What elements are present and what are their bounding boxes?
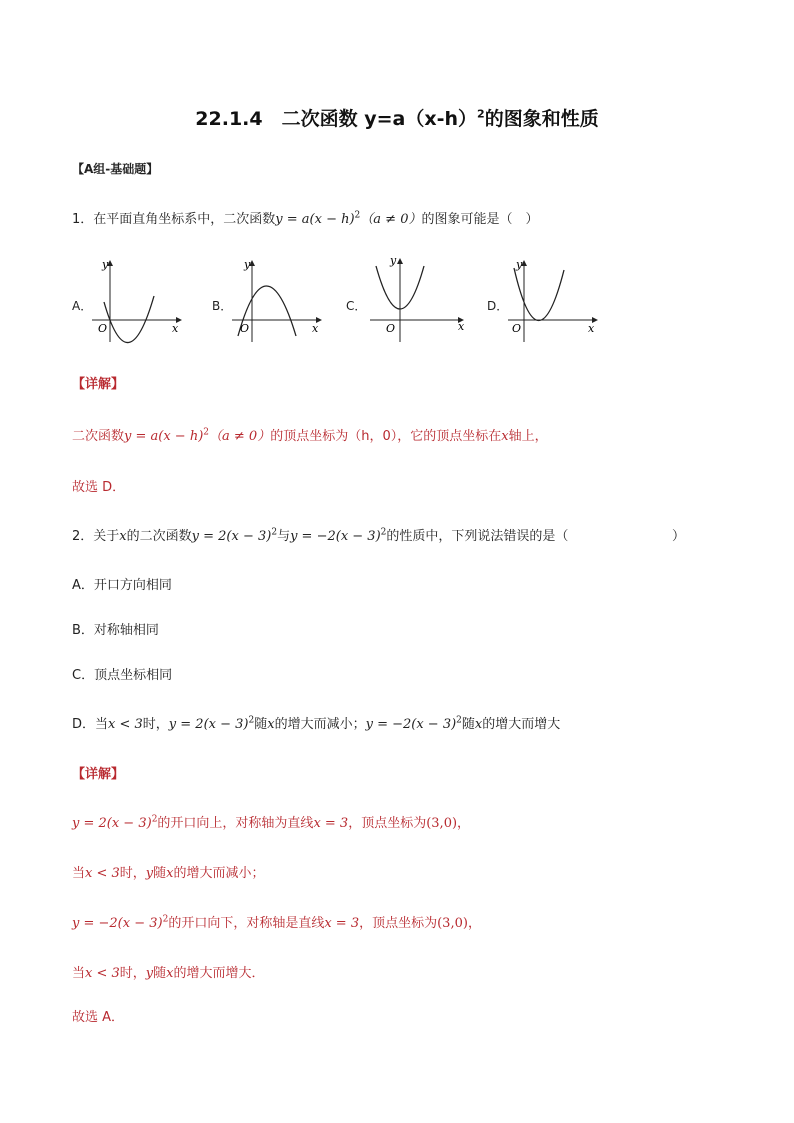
q2d-expr1: y = 2(x − 3) [168, 717, 249, 732]
section-heading: 【A组-基础题】 [72, 162, 159, 176]
q2-expr1: y = 2(x − 3) [191, 529, 272, 544]
q1-option-a-graph [88, 256, 188, 346]
a2-l4-d: 的增大而增大． [173, 966, 265, 981]
q1-option-c-label: C． [346, 299, 367, 313]
answer-2-line-2 [72, 862, 265, 881]
q2-var: x [119, 529, 127, 544]
a2-l1-axis: x = 3 [313, 816, 349, 831]
a2-l2-d: 的增大而减小； [173, 866, 265, 881]
a2-l2-cond: x < 3 [85, 866, 120, 881]
answer-2-line-3 [72, 912, 481, 931]
q2-option-a: A．开口方向相同 [72, 578, 172, 593]
a2-l1-expr: y = 2(x − 3) [72, 816, 152, 831]
a2-l2-x: x [166, 866, 174, 881]
q2-and: 与 [277, 529, 291, 544]
answer-1-choice: 故选 D． [72, 480, 126, 495]
a2-l3-vertex: (3,0) [437, 916, 468, 931]
q1-d-x-label: x [588, 322, 595, 335]
detail-label-1: 【详解】 [72, 377, 125, 392]
question-1 [72, 208, 538, 227]
q1-a-x-label: x [172, 322, 179, 335]
q1-option-a-label: A． [72, 299, 93, 313]
q2d-sup2: 2 [456, 715, 462, 726]
a2-l1-a: 的开口向上，对称轴为直线 [157, 816, 314, 831]
q1-a-origin-label: O [98, 322, 108, 335]
q2-prefix: 2．关于 [72, 529, 120, 544]
a2-l3-a: 的开口向下，对称轴是直线 [168, 916, 325, 931]
q2-close-paren: ） [672, 529, 686, 544]
q1-option-d-graph [504, 256, 604, 346]
q2d-p6: 的增大而增大 [482, 717, 561, 732]
q1-suffix: 的图象可能是（ ） [421, 212, 539, 227]
a1-prefix: 二次函数 [72, 429, 125, 444]
q2d-p1: D．当 [72, 717, 109, 732]
q1-b-x-label: x [312, 322, 319, 335]
q2d-var2: x [474, 717, 483, 732]
answer-1-text [72, 425, 548, 444]
a2-l4-c: 随 [153, 966, 167, 981]
page-title [0, 104, 794, 131]
detail-label-2: 【详解】 [72, 767, 125, 782]
a2-l1-b: ，顶点坐标为 [348, 816, 427, 831]
a2-l2-y: y [145, 866, 154, 881]
q2-expr2: y = −2(x − 3) [290, 529, 381, 544]
q1-option-d-label: D． [487, 299, 509, 313]
q2-option-b: B．对称轴相同 [72, 623, 159, 638]
a2-l3-sup: 2 [162, 914, 169, 925]
q1-b-y-label: y [244, 258, 251, 271]
q2-sup1: 2 [271, 527, 278, 538]
question-2 [72, 525, 568, 544]
answer-2-line-4 [72, 962, 265, 981]
q1-c-origin-label: O [386, 322, 396, 335]
a2-l4-x: x [166, 966, 174, 981]
a2-l4-cond: x < 3 [85, 966, 120, 981]
a2-l3-b: ，顶点坐标为 [359, 916, 438, 931]
q2-suffix: 的性质中，下列说法错误的是（ [386, 529, 569, 544]
a2-l1-sup: 2 [151, 814, 158, 825]
q1-cond: （a ≠ 0） [360, 212, 422, 227]
a2-l4-y: y [145, 966, 154, 981]
q2d-p5: 随 [461, 717, 475, 732]
q1-sup: 2 [354, 210, 361, 221]
q2d-p3: 随 [254, 717, 268, 732]
a2-l4-b: 时， [119, 966, 146, 981]
title-main: 22.1.4 二次函数 y=a（x-h） [195, 108, 478, 130]
q2d-sup1: 2 [248, 715, 255, 726]
a2-l3-expr: y = −2(x − 3) [72, 916, 163, 931]
q1-option-c-graph [366, 252, 470, 346]
a2-l1-c: ， [457, 816, 471, 831]
q2d-p4: 的增大而减小； [274, 717, 366, 732]
q2-sup2: 2 [380, 527, 387, 538]
q1-a-y-label: y [102, 258, 109, 271]
q1-c-x-label: x [458, 320, 465, 333]
q1-prefix: 1．在平面直角坐标系中，二次函数 [72, 212, 276, 227]
q1-option-b-label: B． [212, 299, 233, 313]
answer-2-choice: 故选 A． [72, 1010, 125, 1025]
a2-l2-a: 当 [72, 866, 86, 881]
a2-l3-c: ， [467, 916, 481, 931]
a2-l1-vertex: (3,0) [426, 816, 458, 831]
a2-l4-a: 当 [72, 966, 86, 981]
a2-l3-axis: x = 3 [324, 916, 360, 931]
q2d-p2: 时， [142, 717, 169, 732]
q2-mid: 的二次函数 [126, 529, 192, 544]
a1-end: 轴上， [508, 429, 548, 444]
a1-cond: （a ≠ 0） [209, 429, 271, 444]
a1-axis: x [501, 429, 509, 444]
q2-option-c: C．顶点坐标相同 [72, 668, 173, 683]
a1-expr: y = a(x − h) [124, 429, 204, 444]
q1-expr: y = a(x − h) [275, 212, 355, 227]
q1-option-b-graph [228, 256, 328, 346]
a1-sup: 2 [203, 427, 210, 438]
a1-mid: 的顶点坐标为（h，0），它的顶点坐标在 [270, 429, 502, 444]
answer-2-line-1 [72, 812, 470, 831]
a2-l2-c: 随 [153, 866, 167, 881]
q2d-expr2: y = −2(x − 3) [365, 717, 457, 732]
title-sup: 2 [477, 107, 485, 121]
q2d-cond: x < 3 [108, 717, 143, 732]
q1-d-origin-label: O [512, 322, 522, 335]
q2d-var1: x [267, 717, 275, 732]
title-tail: 的图象和性质 [484, 108, 599, 130]
q1-b-origin-label: O [240, 322, 250, 335]
a2-l2-b: 时， [119, 866, 146, 881]
q1-d-y-label: y [516, 258, 523, 271]
q1-c-y-label: y [390, 254, 397, 267]
q2-option-d [72, 713, 560, 732]
